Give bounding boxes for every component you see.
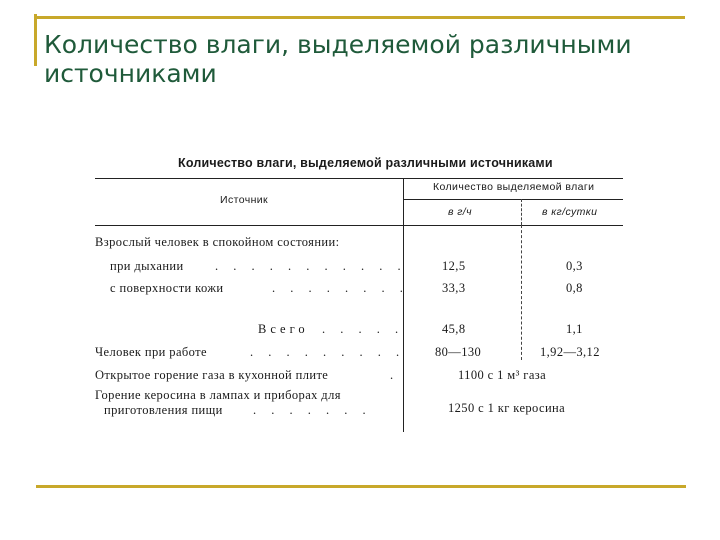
row-value-merged: 1250 с 1 кг керосина [448,401,566,415]
header-group: Количество выделяемой влаги [433,181,595,193]
table-rule-group [403,199,623,200]
row-value-col2: 1,1 [566,322,583,336]
row-value-col2: 0,8 [566,281,583,295]
row-label: при дыхании [110,259,184,273]
row-value-col1: 12,5 [442,259,466,273]
row-label: Горение керосина в лампах и приборах для [95,388,341,402]
accent-bar-vertical [34,14,37,66]
row-value-merged: 1100 с 1 м³ газа [458,368,547,382]
table-divider-values [521,225,522,360]
accent-line-top [37,16,685,19]
row-label-continued: приготовления пищи [104,403,223,417]
row-value-col2: 1,92—3,12 [540,345,600,359]
row-leader-dots: . . . . . . . [253,403,372,417]
header-col1: в г/ч [448,206,472,218]
row-leader-dots: . [390,368,394,382]
row-label: Человек при работе [95,345,207,359]
row-value-col1: 80—130 [435,345,482,359]
row-label: Взрослый человек в спокойном состоянии: [95,235,340,249]
scanned-table [90,150,628,432]
row-value-col1: 45,8 [442,322,466,336]
row-value-col2: 0,3 [566,259,583,273]
row-label: Открытое горение газа в кухонной плите [95,368,329,382]
row-leader-dots: . . . . . . . . . . . [215,259,407,273]
row-leader-dots: . . . . . . . . [272,281,409,295]
table-title: Количество влаги, выделяемой различными источниками [178,156,553,170]
row-leader-dots: . . . . . . . . . [250,345,406,359]
table-divider-header [403,178,404,225]
slide-title: Количество влаги, выделяемой различными источниками [44,30,632,88]
table-divider-subheader [521,199,522,225]
header-col2: в кг/сутки [542,206,598,218]
table-rule-header [95,225,623,226]
header-source: Источник [220,194,269,206]
row-total-label: Всего [258,322,309,336]
row-leader-dots: . . . . . [322,322,405,336]
table-rule-top [95,178,623,179]
accent-line-bottom [36,485,686,488]
row-label: с поверхности кожи [110,281,224,295]
row-value-col1: 33,3 [442,281,466,295]
